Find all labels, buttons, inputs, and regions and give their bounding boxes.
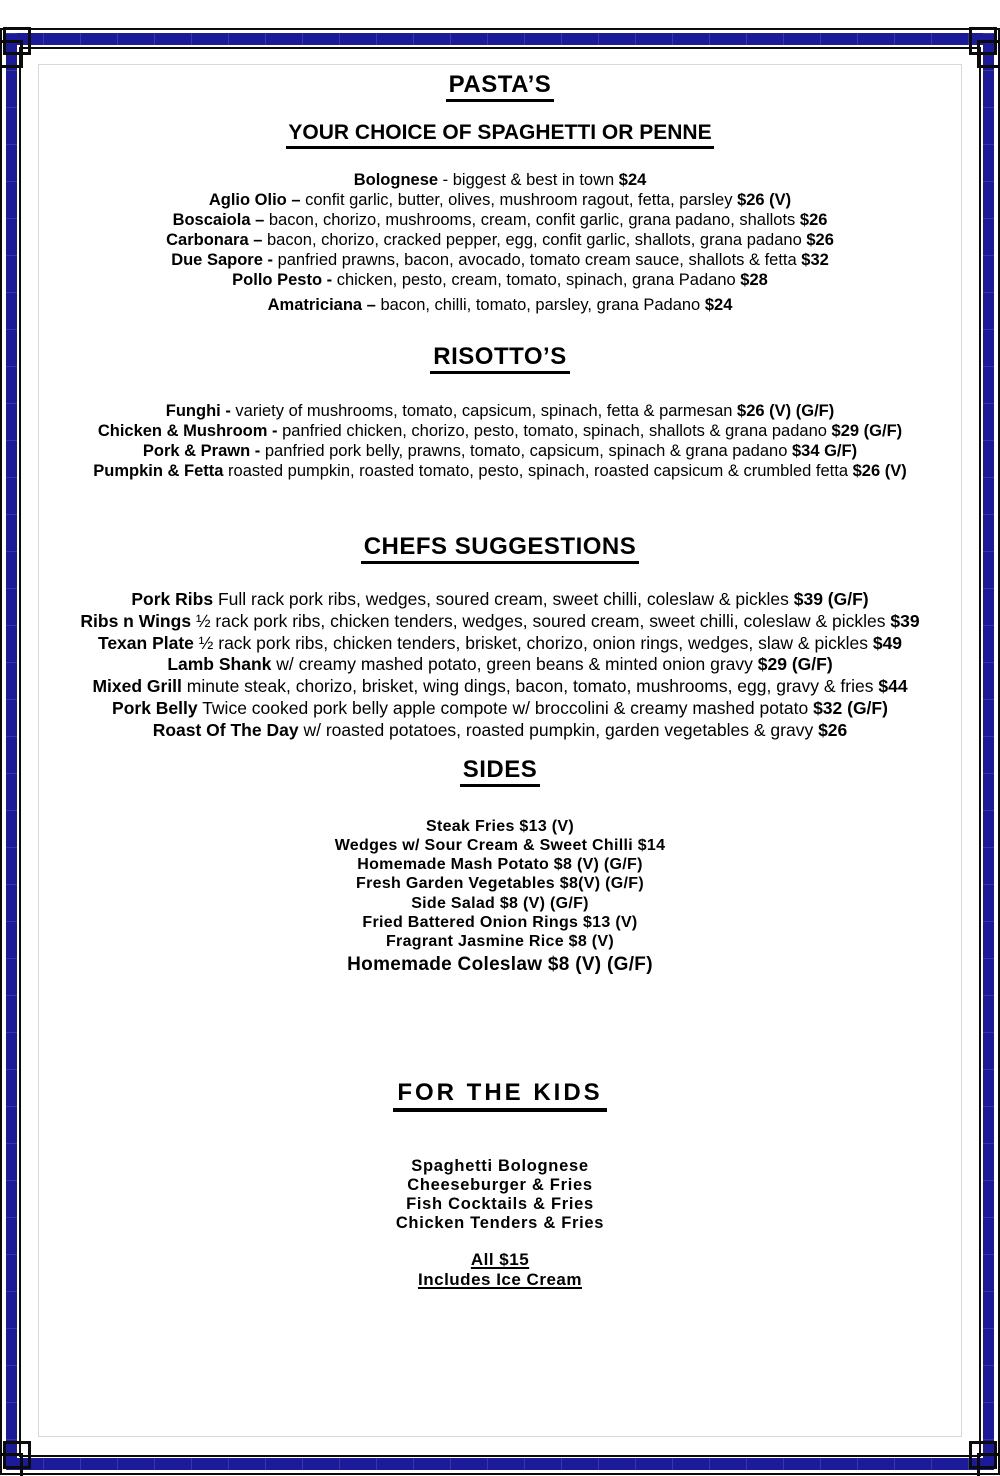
corner-ornament-bottom-left	[0, 1453, 23, 1476]
item-name: Pollo Pesto -	[232, 271, 333, 289]
item-description: panfried prawns, bacon, avocado, tomato cream sauce, shallots & fetta	[277, 251, 797, 269]
item-description: panfried chicken, chorizo, pesto, tomato, spinach, shallots & grana padano	[282, 422, 827, 440]
item-price: $26 (V)	[737, 191, 792, 209]
item-price: $39	[890, 610, 920, 631]
menu-item	[45, 210, 955, 230]
item-price: $28	[740, 271, 768, 289]
item-name: Aglio Olio –	[208, 191, 301, 209]
item-description: Full rack pork ribs, wedges, soured cream, sweet chilli, coleslaw & pickles	[217, 589, 789, 609]
item-price: $26 (V)	[852, 462, 907, 480]
menu-item	[45, 589, 955, 611]
sides-item: Fragrant Jasmine Rice $8 (V)	[385, 933, 615, 951]
item-name: Ribs n Wings	[80, 610, 192, 631]
item-description: ½ rack pork ribs, chicken tenders, brisket, chorizo, onion rings, wedges, slaw & pickles	[198, 632, 868, 653]
menu-item	[45, 190, 955, 210]
menu-item	[45, 250, 955, 270]
section-title-text: FOR THE KIDS	[393, 1080, 606, 1112]
kids-item: Fish Cocktails & Fries	[406, 1195, 594, 1214]
corner-ornament-bottom-right	[977, 1453, 1000, 1476]
section-title-text: PASTA’S	[446, 72, 555, 102]
item-description: minute steak, chorizo, brisket, wing dings, bacon, tomato, mushrooms, egg, gravy & fries	[186, 676, 874, 697]
sides-item: Wedges w/ Sour Cream & Sweet Chilli $14	[334, 836, 666, 854]
item-price: $39 (G/F)	[793, 589, 869, 609]
menu-item	[45, 421, 955, 441]
kids-list	[45, 1157, 955, 1234]
menu-item	[45, 720, 955, 742]
item-description: w/ roasted potatoes, roasted pumpkin, garden vegetables & gravy	[303, 719, 814, 740]
section-title-text: RISOTTO’S	[430, 344, 569, 374]
item-price: $29 (G/F)	[831, 422, 903, 440]
sides-item: Fried Battered Onion Rings $13 (V)	[362, 914, 638, 932]
item-price: $34 G/F)	[791, 442, 858, 460]
menu-item	[45, 698, 955, 720]
section-title-sides	[45, 757, 955, 787]
menu-item	[45, 230, 955, 250]
kids-footer	[45, 1250, 955, 1290]
section-title-pastas	[45, 72, 955, 102]
menu-item	[45, 461, 955, 481]
section-title-for-the-kids	[45, 1080, 955, 1112]
item-name: Carbonara –	[166, 231, 263, 249]
item-description: panfried pork belly, prawns, tomato, capsicum, spinach & grana padano	[264, 442, 788, 460]
border-band-right	[983, 33, 994, 1470]
sides-list	[45, 817, 955, 977]
item-description: w/ creamy mashed potato, green beans & minted onion gravy	[276, 654, 753, 675]
sides-item: Side Salad $8 (V) (G/F)	[411, 894, 589, 912]
item-description: roasted pumpkin, roasted tomato, pesto, spinach, roasted capsicum & crumbled fetta	[228, 462, 849, 480]
sides-item-featured: Homemade Coleslaw $8 (V) (G/F)	[347, 953, 653, 975]
item-description: - biggest & best in town	[442, 171, 615, 189]
sides-item: Steak Fries $13 (V)	[426, 817, 574, 835]
item-price: $26 (V) (G/F)	[737, 402, 835, 420]
item-name: Due Sapore -	[171, 251, 273, 269]
item-price: $26	[818, 719, 848, 740]
item-description: bacon, chorizo, mushrooms, cream, confit garlic, grana padano, shallots	[268, 211, 796, 229]
item-name: Bolognese	[353, 171, 439, 189]
menu-content	[45, 65, 955, 1290]
pastas-subtitle	[45, 121, 955, 149]
item-description: bacon, chilli, tomato, parsley, grana Padano	[380, 296, 701, 314]
item-price: $32 (G/F)	[813, 697, 888, 718]
item-name: Roast Of The Day	[152, 719, 299, 740]
section-title-text: SIDES	[460, 757, 541, 787]
border-band-left	[6, 33, 17, 1470]
border-band-top	[6, 33, 994, 45]
menu-item	[45, 676, 955, 698]
risottos-list	[45, 401, 955, 481]
pastas-subtitle-text: YOUR CHOICE OF SPAGHETTI OR PENNE	[286, 121, 713, 149]
kids-price-note: All $15	[470, 1250, 530, 1270]
item-description: ½ rack pork ribs, chicken tenders, wedges, soured cream, sweet chilli, coleslaw & pickles	[195, 610, 886, 631]
item-description: confit garlic, butter, olives, mushroom ragout, fetta, parsley	[305, 191, 733, 209]
item-price: $26	[806, 231, 834, 249]
item-name: Funghi -	[165, 402, 231, 420]
menu-item	[45, 441, 955, 461]
corner-ornament-top-left	[0, 40, 23, 68]
item-name: Amatriciana –	[267, 296, 376, 314]
item-name: Texan Plate	[97, 632, 194, 653]
kids-item: Chicken Tenders & Fries	[395, 1214, 605, 1233]
border-band-bottom	[6, 1458, 994, 1470]
item-price: $24	[704, 296, 733, 314]
item-price: $29 (G/F)	[757, 654, 833, 675]
section-title-chefs-suggestions	[45, 534, 955, 564]
item-description: Twice cooked pork belly apple compote w/ broccolini & creamy mashed potato	[202, 697, 809, 718]
item-name: Pumpkin & Fetta	[93, 462, 224, 480]
corner-ornament-top-right	[977, 40, 1000, 68]
item-name: Lamb Shank	[167, 654, 272, 675]
section-title-risottos	[45, 344, 955, 374]
pastas-list	[45, 170, 955, 315]
item-price: $26	[799, 211, 828, 229]
menu-item	[45, 170, 955, 190]
menu-item	[45, 295, 955, 315]
item-name: Boscaiola –	[172, 211, 265, 229]
kids-item: Spaghetti Bolognese	[411, 1156, 589, 1175]
item-price: $32	[801, 251, 829, 269]
kids-item: Cheeseburger & Fries	[407, 1175, 593, 1194]
sides-item: Homemade Mash Potato $8 (V) (G/F)	[357, 856, 643, 874]
item-description: chicken, pesto, cream, tomato, spinach, grana Padano	[336, 271, 736, 289]
menu-item	[45, 654, 955, 676]
item-name: Pork Ribs	[131, 589, 214, 609]
menu-item	[45, 611, 955, 633]
item-price: $24	[618, 171, 647, 189]
item-name: Mixed Grill	[92, 676, 182, 697]
item-description: bacon, chorizo, cracked pepper, egg, confit garlic, shallots, grana padano	[267, 231, 802, 249]
item-price: $44	[878, 676, 908, 697]
sides-item: Fresh Garden Vegetables $8(V) (G/F)	[356, 875, 644, 893]
menu-item	[45, 401, 955, 421]
item-name: Pork & Prawn -	[142, 442, 261, 460]
item-price: $49	[872, 632, 903, 653]
section-title-text: CHEFS SUGGESTIONS	[361, 534, 640, 564]
item-description: variety of mushrooms, tomato, capsicum, spinach, fetta & parmesan	[235, 402, 733, 420]
item-name: Chicken & Mushroom -	[97, 422, 278, 440]
menu-item	[45, 270, 955, 290]
menu-item	[45, 633, 955, 655]
item-name: Pork Belly	[112, 697, 198, 718]
kids-includes-note: Includes Ice Cream	[418, 1270, 582, 1290]
chefs-list	[45, 589, 955, 742]
